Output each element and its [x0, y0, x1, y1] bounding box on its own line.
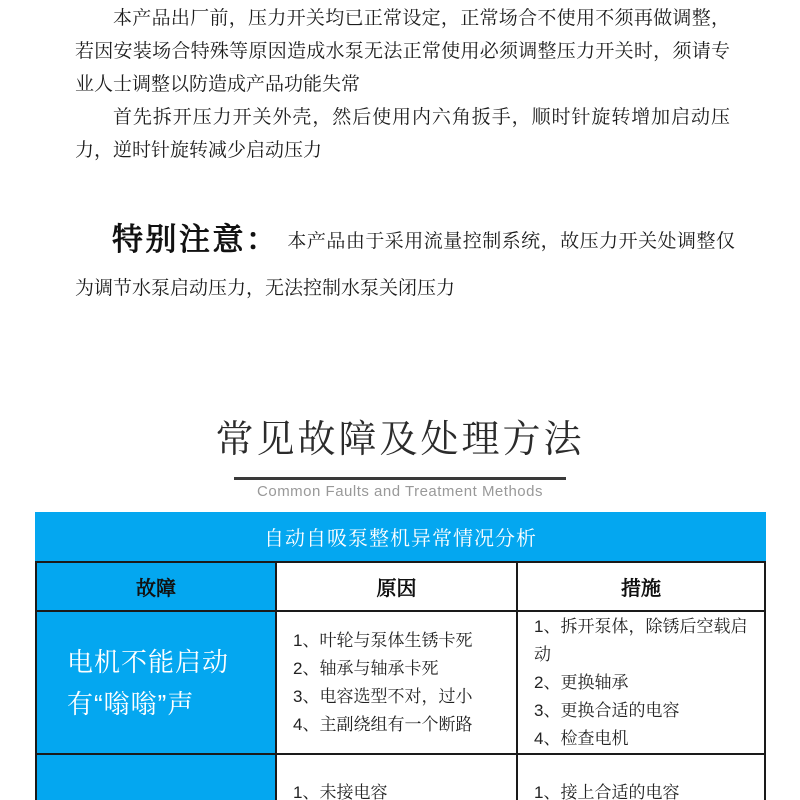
cause-item: 2、轴承与轴承卡死 — [293, 658, 439, 678]
column-header-measure: 措施 — [621, 578, 661, 600]
special-notice — [75, 216, 735, 312]
special-notice-label: 特别注意： — [112, 222, 280, 257]
measure-item: 3、更换合适的电容 — [534, 700, 680, 720]
fault-table — [35, 512, 766, 800]
cause-item: 3、电容选型不对，过小 — [293, 686, 473, 706]
table-banner: 自动自吸泵整机异常情况分析 — [35, 512, 766, 561]
cause-item: 1、叶轮与泵体生锈卡死 — [293, 630, 473, 650]
fault-cell-partial — [37, 755, 277, 800]
title-divider-line — [234, 477, 566, 480]
special-notice-text: 本产品由于采用流量控制系统，故压力开关处调整仅为调节水泵启动压力，无法控制水泵关闭压力 — [75, 231, 735, 299]
cause-item: 4、主副绕组有一个断路 — [293, 714, 473, 734]
column-header-fault: 故障 — [37, 563, 277, 610]
column-header-cause: 原因 — [277, 563, 518, 610]
measure-item: 1、接上合适的电容 — [534, 783, 680, 800]
table-row — [37, 612, 764, 755]
fault-table-grid — [35, 561, 766, 800]
measure-item: 4、检查电机 — [534, 728, 629, 748]
fault-line: 电机不能启动 — [67, 646, 230, 677]
cause-cell — [277, 755, 518, 800]
fault-line: 有“嗡嗡”声 — [67, 688, 195, 719]
table-row — [37, 755, 764, 800]
measure-cell — [518, 755, 764, 800]
cause-item: 1、未接电容 — [293, 783, 388, 800]
paragraph-adjust-instructions: 首先拆开压力开关外壳，然后使用内六角扳手，顺时针旋转增加启动压力，逆时针旋转减少启动压力 — [75, 107, 730, 161]
intro-text-block — [75, 2, 730, 167]
measure-cell — [518, 612, 764, 753]
section-subtitle-en: Common Faults and Treatment Methods — [257, 483, 543, 500]
table-header-row — [37, 563, 764, 612]
cause-cell — [277, 612, 518, 753]
section-header — [0, 416, 800, 500]
section-title: 常见故障及处理方法 — [215, 419, 585, 461]
measure-item: 2、更换轴承 — [534, 672, 629, 692]
fault-cell-motor-not-start — [37, 612, 277, 753]
paragraph-pressure-switch-notice: 本产品出厂前，压力开关均已正常设定，正常场合不使用不须再做调整，若因安装场合特殊等原因造成水泵无法正常使用必须调整压力开关时，须请专业人士调整以防造成产品功能失常 — [75, 8, 730, 95]
measure-item: 1、拆开泵体，除锈后空载启动 — [534, 616, 748, 664]
